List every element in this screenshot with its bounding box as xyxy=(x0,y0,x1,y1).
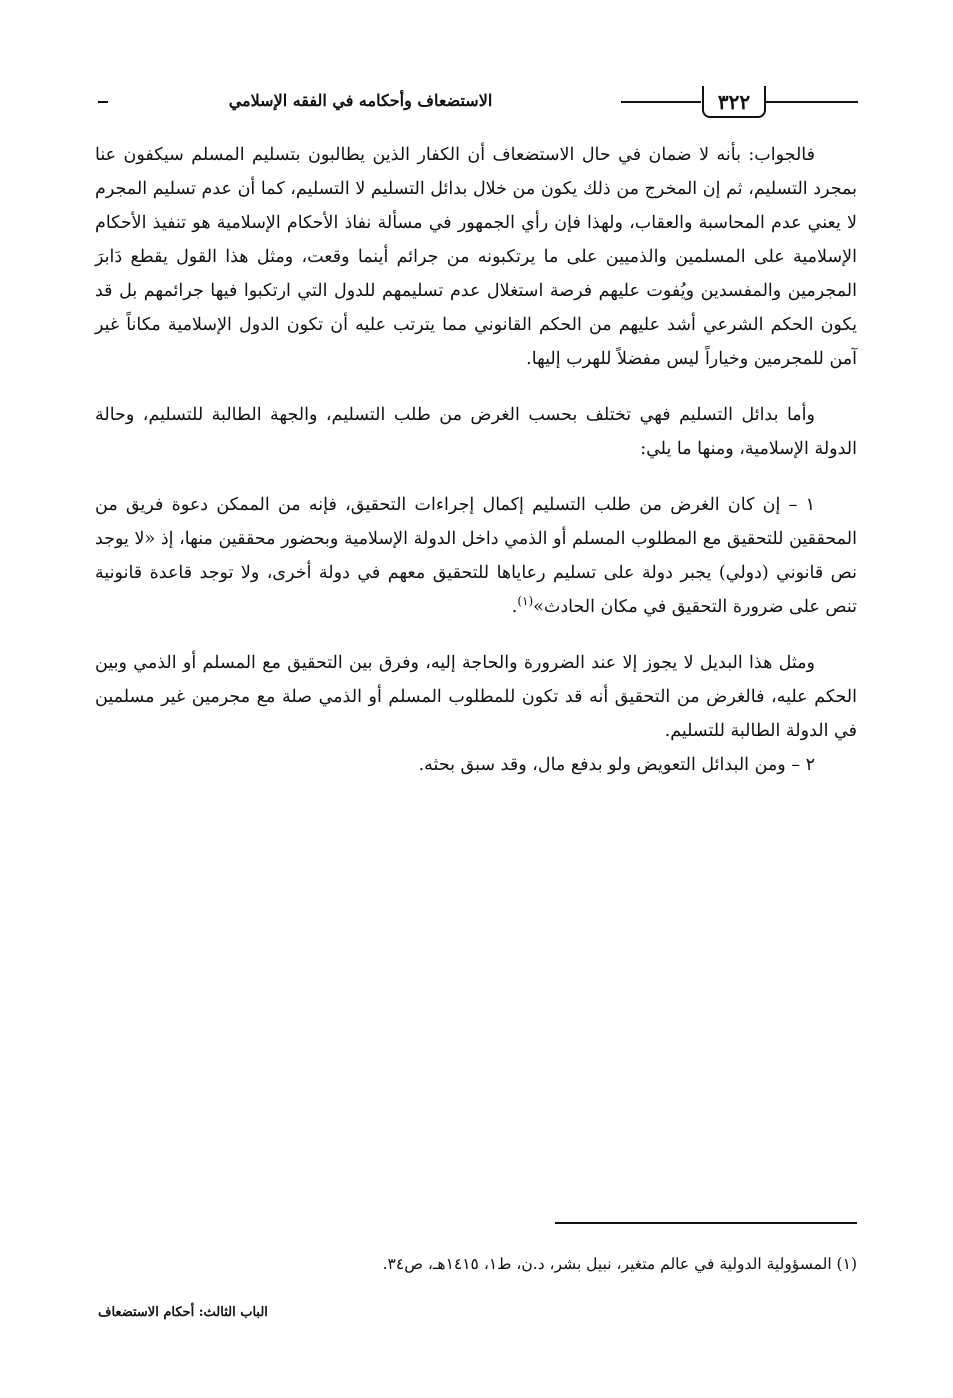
paragraph-4: ومثل هذا البديل لا يجوز إلا عند الضرورة والحاجة إليه، وفرق بين التحقيق مع المسلم أو الذمي وبين الحكم عليه، فالغرض من التحقيق أنه قد تكون للمطلوب المسلم أو الذمي صلة مع مجرمين غير مسلمين في الدولة الطالبة للتسليم. xyxy=(95,653,857,741)
paragraph-3: ١ – إن كان الغرض من طلب التسليم إكمال إجراءات التحقيق، فإنه من الممكن دعوة فريق من المحققين للتحقيق مع المطلوب المسلم أو الذمي داخل الدولة الإسلامية وبحضور محققين منها، إذ «لا يوجد نص قانوني (دولي) يجبر دولة على تسليم رعاياها للتحقيق معهم في دولة أخرى، ولا توجد قاعدة قانونية تنص على ضرورة التحقيق في مكان الحادث»$^{(١)}$. xyxy=(95,495,857,617)
chapter-footer: الباب الثالث: أحكام الاستضعاف xyxy=(98,1305,268,1320)
paragraph-1: فالجواب: بأنه لا ضمان في حال الاستضعاف أن الكفار الذين يطالبون بتسليم المسلم سيكفون عنا بمجرد التسليم، ثم إن المخرج من ذلك يكون من خلال بدائل التسليم لا التسليم، كما أن عدم تسليم المجرم لا يعني عدم المحاسبة والعقاب، ولهذا فإن رأي الجمهور في مسألة نفاذ الأحكام الإسلامية هو تنفيذ الأحكام الإسلامية على المسلمين والذميين على ما يرتكبونه من جرائم أينما وقعت، ومثل هذا القول يقطع دَابرَ المجرمين والمفسدين ويُفوت عليهم فرصة استغلال عدم تسليمهم للدول التي ارتكبوا فيها جرائمهم بل قد يكون الحكم الشرعي أشد عليهم من الحكم القانوني مما يترتب عليه أن تكون الدول الإسلامية مكاناً غير آمن للمجرمين وخياراً ليس مفضلاً للهرب إليها. xyxy=(95,145,857,369)
paragraph-3-text: ١ – إن كان الغرض من طلب التسليم إكمال إجراءات التحقيق، فإنه من الممكن دعوة فريق من المحققين للتحقيق مع المطلوب المسلم أو الذمي داخل الدولة الإسلامية وبحضور محققين منها، إذ «لا يوجد نص قانوني (دولي) يجبر دولة على تسليم رعاياها للتحقيق معهم في دولة أخرى، ولا توجد قاعدة قانونية تنص على ضرورة التحقيق في مكان الحادث» xyxy=(95,495,857,617)
paragraph-2: وأما بدائل التسليم فهي تختلف بحسب الغرض من طلب التسليم، والجهة الطالبة للتسليم، وحالة الدولة الإسلامية، ومنها ما يلي: xyxy=(95,405,857,459)
footnote: (١) المسؤولية الدولية في عالم متغير، نبيل بشر، د.ن، ط١، ١٤١٥هـ، ص٣٤. xyxy=(382,1255,857,1273)
footnote-reference[interactable]: (١) xyxy=(517,594,534,609)
header-rule-right xyxy=(766,101,858,103)
footnote-divider xyxy=(555,1222,857,1224)
body-text xyxy=(95,138,857,782)
header-rule-middle xyxy=(621,101,701,103)
header-rule-left xyxy=(98,101,108,103)
paragraph-5: ٢ – ومن البدائل التعويض ولو بدفع مال، وقد سبق بحثه. xyxy=(418,755,815,775)
running-header xyxy=(98,82,858,128)
header-title: الاستضعاف وأحكامه في الفقه الإسلامي xyxy=(228,91,493,110)
page-number: ٣٢٢ xyxy=(702,86,766,118)
